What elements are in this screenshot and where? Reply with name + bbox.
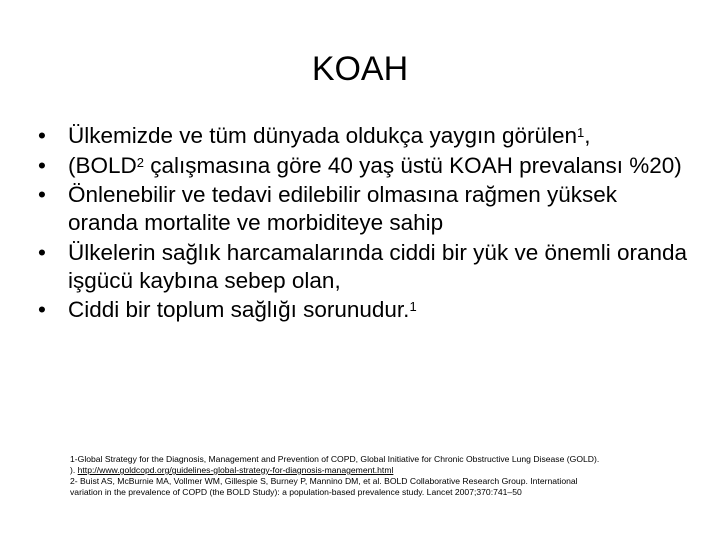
bullet-icon: • — [38, 239, 46, 265]
bullet-item-3 — [38, 181, 688, 237]
bullet-item-2 — [38, 152, 688, 180]
bullet-text: Ülkemizde ve tüm dünyada oldukça yaygın görülen — [68, 123, 578, 148]
reference-2-line-2: variation in the prevalence of COPD (the BOLD Study): a population-based prevalence study. Lancet 2007;370:741–50 — [70, 487, 522, 497]
bullet-text-pre: (BOLD — [68, 152, 137, 178]
bullet-icon: • — [38, 182, 46, 207]
bullet-icon: • — [38, 297, 46, 322]
bullet-item-4 — [38, 239, 688, 295]
bullet-item-1 — [38, 122, 688, 150]
bullet-icon: • — [38, 152, 46, 178]
bullet-item-5 — [38, 296, 688, 324]
reference-1-prefix: ). — [70, 465, 78, 475]
bullet-text-after: , — [584, 123, 591, 148]
bullet-text: Ciddi bir toplum sağlığı sorunudur. — [68, 297, 410, 322]
bullet-icon: • — [38, 123, 46, 148]
reference-2-line-1: 2- Buist AS, McBurnie MA, Vollmer WM, Gillespie S, Burney P, Mannino DM, et al. BOLD Collaborative Research Group. International — [70, 476, 578, 486]
reference-1-line-1: 1-Global Strategy for the Diagnosis, Management and Prevention of COPD, Global Initiative for Chronic Obstructive Lung Disease (GOLD). — [70, 454, 600, 464]
slide-title: KOAH — [311, 50, 409, 88]
footnote-marker: 1 — [577, 125, 585, 140]
bullet-text: Ülkelerin sağlık harcamalarında ciddi bir yük ve önemli oranda işgücü kaybına sebep olan, — [68, 239, 688, 293]
references — [70, 454, 695, 498]
bullet-text: çalışmasına göre 40 yaş üstü KOAH prevalansı %20) — [144, 152, 682, 178]
reference-1-line-2 — [70, 465, 695, 476]
gold-guidelines-link[interactable]: http://www.goldcopd.org/guidelines-global-strategy-for-diagnosis-management.html — [77, 465, 394, 475]
bullet-list — [38, 122, 688, 326]
footnote-marker: 2 — [136, 154, 144, 170]
footnote-marker: 1 — [409, 299, 417, 314]
bullet-text: Önlenebilir ve tedavi edilebilir olmasına rağmen yüksek oranda mortalite ve morbiditeye sahip — [68, 182, 618, 235]
